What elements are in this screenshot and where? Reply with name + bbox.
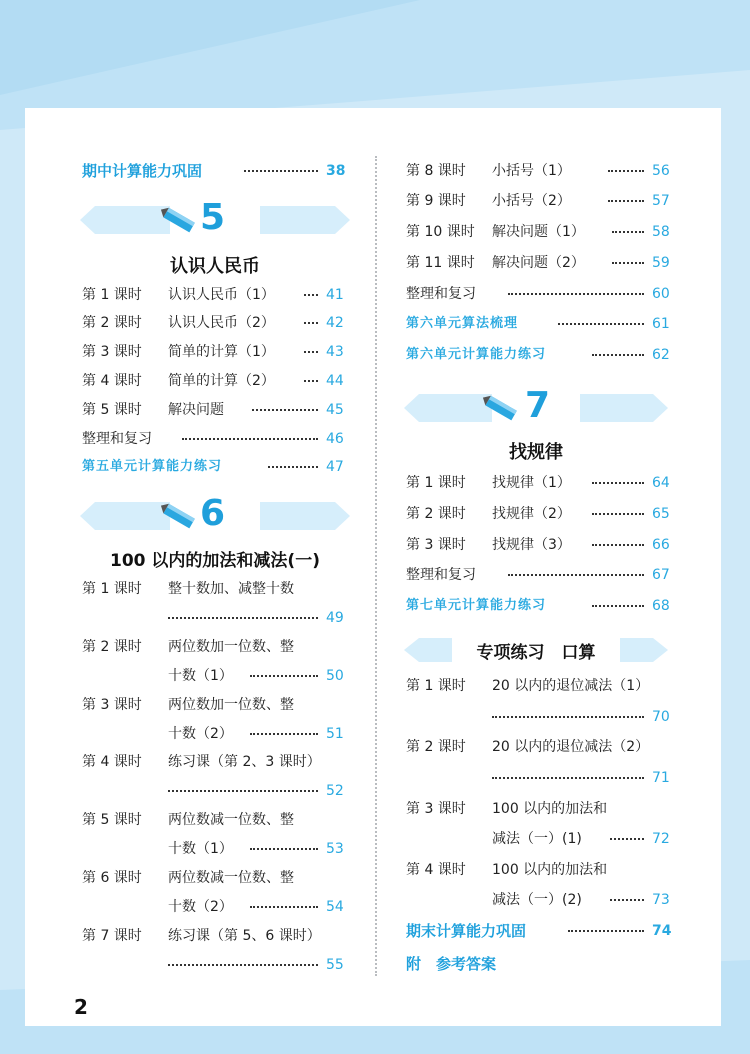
toc-page: 57 xyxy=(652,193,670,209)
column-divider xyxy=(375,156,377,976)
lesson-title: 小括号（1） xyxy=(492,163,571,179)
leader-dots xyxy=(168,964,318,966)
lesson-number: 第 1 课时 xyxy=(82,581,142,597)
lesson-title: 找规律（1） xyxy=(492,475,571,491)
toc-appendix-label: 附 参考答案 xyxy=(406,955,497,973)
lesson-title: 两位数加一位数、整 xyxy=(168,697,294,713)
leader-dots xyxy=(592,605,644,607)
toc-page: 55 xyxy=(326,957,344,973)
toc-page: 41 xyxy=(326,287,344,303)
lesson-number: 第 1 课时 xyxy=(406,475,466,491)
special-practice-title: 专项练习 口算 xyxy=(476,643,596,663)
leader-dots xyxy=(250,733,318,735)
lesson-number: 第 7 课时 xyxy=(82,928,142,944)
lesson-number: 第 2 课时 xyxy=(406,739,466,755)
lesson-number: 第 4 课时 xyxy=(406,862,466,878)
leader-dots xyxy=(304,351,318,353)
unit-number: 6 xyxy=(200,493,226,534)
practice-label: 第七单元计算能力练习 xyxy=(406,598,547,613)
toc-page: 45 xyxy=(326,402,344,418)
lesson-title-cont: 十数（1） xyxy=(168,841,233,857)
unit-number: 5 xyxy=(200,197,226,238)
practice-label: 第六单元计算能力练习 xyxy=(406,347,547,362)
toc-page: 66 xyxy=(652,537,670,553)
toc-final-label: 期末计算能力巩固 xyxy=(406,922,527,940)
lesson-number: 第 4 课时 xyxy=(82,373,142,389)
leader-dots xyxy=(252,409,318,411)
leader-dots xyxy=(182,438,318,440)
leader-dots xyxy=(608,170,644,172)
toc-page: 70 xyxy=(652,709,670,725)
lesson-title: 20 以内的退位减法（2） xyxy=(492,739,650,755)
toc-page: 46 xyxy=(326,431,344,447)
toc-page: 52 xyxy=(326,783,344,799)
leader-dots xyxy=(592,544,644,546)
toc-page: 74 xyxy=(652,923,672,939)
lesson-title: 找规律（3） xyxy=(492,537,571,553)
lesson-title: 简单的计算（2） xyxy=(168,373,275,389)
toc-page: 58 xyxy=(652,224,670,240)
lesson-number: 第 3 课时 xyxy=(82,697,142,713)
leader-dots xyxy=(610,838,644,840)
toc-page: 54 xyxy=(326,899,344,915)
leader-dots xyxy=(610,899,644,901)
leader-dots xyxy=(492,716,644,718)
leader-dots xyxy=(592,482,644,484)
leader-dots xyxy=(612,262,644,264)
toc-page: 49 xyxy=(326,610,344,626)
leader-dots xyxy=(244,170,318,172)
lesson-title: 练习课（第 2、3 课时） xyxy=(168,754,321,770)
leader-dots xyxy=(568,930,644,932)
lesson-title: 解决问题（1） xyxy=(492,224,585,240)
leader-dots xyxy=(268,466,318,468)
toc-page: 72 xyxy=(652,831,670,847)
review-label: 整理和复习 xyxy=(406,286,476,302)
lesson-number: 第 5 课时 xyxy=(82,812,142,828)
lesson-number: 第 6 课时 xyxy=(82,870,142,886)
leader-dots xyxy=(304,294,318,296)
leader-dots xyxy=(492,777,644,779)
lesson-title: 两位数减一位数、整 xyxy=(168,870,294,886)
lesson-number: 第 1 课时 xyxy=(82,287,142,303)
toc-page: 61 xyxy=(652,316,670,332)
toc-page: 65 xyxy=(652,506,670,522)
lesson-title: 认识人民币（1） xyxy=(168,287,275,303)
lesson-title-cont: 十数（2） xyxy=(168,726,233,742)
lesson-title: 解决问题 xyxy=(168,402,224,418)
lesson-number: 第 3 课时 xyxy=(406,537,466,553)
toc-page: 59 xyxy=(652,255,670,271)
toc-page: 62 xyxy=(652,347,670,363)
page-number: 2 xyxy=(74,995,88,1019)
lesson-title: 认识人民币（2） xyxy=(168,315,275,331)
leader-dots xyxy=(508,574,644,576)
leader-dots xyxy=(608,200,644,202)
lesson-title-cont: 十数（1） xyxy=(168,668,233,684)
leader-dots xyxy=(168,790,318,792)
toc-page: 56 xyxy=(652,163,670,179)
lesson-number: 第 11 课时 xyxy=(406,255,475,271)
lesson-title: 100 以内的加法和 xyxy=(492,801,608,817)
leader-dots xyxy=(250,848,318,850)
unit-title: 找规律 xyxy=(509,442,563,463)
lesson-title: 练习课（第 5、6 课时） xyxy=(168,928,321,944)
toc-page: 71 xyxy=(652,770,670,786)
lesson-title: 整十数加、减整十数 xyxy=(168,581,294,597)
lesson-title: 两位数减一位数、整 xyxy=(168,812,294,828)
toc-page: 38 xyxy=(326,163,346,179)
lesson-number: 第 1 课时 xyxy=(406,678,466,694)
toc-page: 60 xyxy=(652,286,670,302)
lesson-title: 两位数加一位数、整 xyxy=(168,639,294,655)
lesson-number: 第 2 课时 xyxy=(406,506,466,522)
lesson-title: 小括号（2） xyxy=(492,193,571,209)
leader-dots xyxy=(304,322,318,324)
lesson-number: 第 8 课时 xyxy=(406,163,466,179)
unit-title: 认识人民币 xyxy=(170,256,260,277)
lesson-number: 第 9 课时 xyxy=(406,193,466,209)
toc-page: 44 xyxy=(326,373,344,389)
lesson-title: 简单的计算（1） xyxy=(168,344,275,360)
toc-page: 53 xyxy=(326,841,344,857)
lesson-number: 第 2 课时 xyxy=(82,315,142,331)
toc-page: 43 xyxy=(326,344,344,360)
leader-dots xyxy=(304,380,318,382)
lesson-title: 找规律（2） xyxy=(492,506,571,522)
review-label: 整理和复习 xyxy=(406,567,476,583)
lesson-number: 第 3 课时 xyxy=(82,344,142,360)
toc-page: 51 xyxy=(326,726,344,742)
lesson-number: 第 2 课时 xyxy=(82,639,142,655)
lesson-number: 第 3 课时 xyxy=(406,801,466,817)
lesson-title-cont: 减法（一）(2) xyxy=(492,892,582,908)
unit-title: 100 以内的加法和减法(一) xyxy=(110,551,320,571)
leader-dots xyxy=(250,906,318,908)
lesson-title-cont: 十数（2） xyxy=(168,899,233,915)
leader-dots xyxy=(508,293,644,295)
toc-page: 68 xyxy=(652,598,670,614)
lesson-title-cont: 减法（一）(1) xyxy=(492,831,582,847)
practice-label: 第五单元计算能力练习 xyxy=(82,459,223,474)
toc-page: 47 xyxy=(326,459,344,475)
lesson-title: 解决问题（2） xyxy=(492,255,585,271)
unit-number: 7 xyxy=(525,385,551,426)
review-label: 整理和复习 xyxy=(82,431,152,447)
toc-page: 67 xyxy=(652,567,670,583)
toc-page: 73 xyxy=(652,892,670,908)
lesson-title: 100 以内的加法和 xyxy=(492,862,608,878)
toc-midterm-label: 期中计算能力巩固 xyxy=(82,162,203,180)
toc-page: 42 xyxy=(326,315,344,331)
leader-dots xyxy=(612,231,644,233)
algorithm-label: 第六单元算法梳理 xyxy=(406,316,519,331)
lesson-title: 20 以内的退位减法（1） xyxy=(492,678,650,694)
leader-dots xyxy=(168,617,318,619)
leader-dots xyxy=(250,675,318,677)
lesson-number: 第 10 课时 xyxy=(406,224,475,240)
leader-dots xyxy=(558,323,644,325)
toc-page: 64 xyxy=(652,475,670,491)
lesson-number: 第 4 课时 xyxy=(82,754,142,770)
toc-page: 50 xyxy=(326,668,344,684)
leader-dots xyxy=(592,513,644,515)
leader-dots xyxy=(592,354,644,356)
lesson-number: 第 5 课时 xyxy=(82,402,142,418)
